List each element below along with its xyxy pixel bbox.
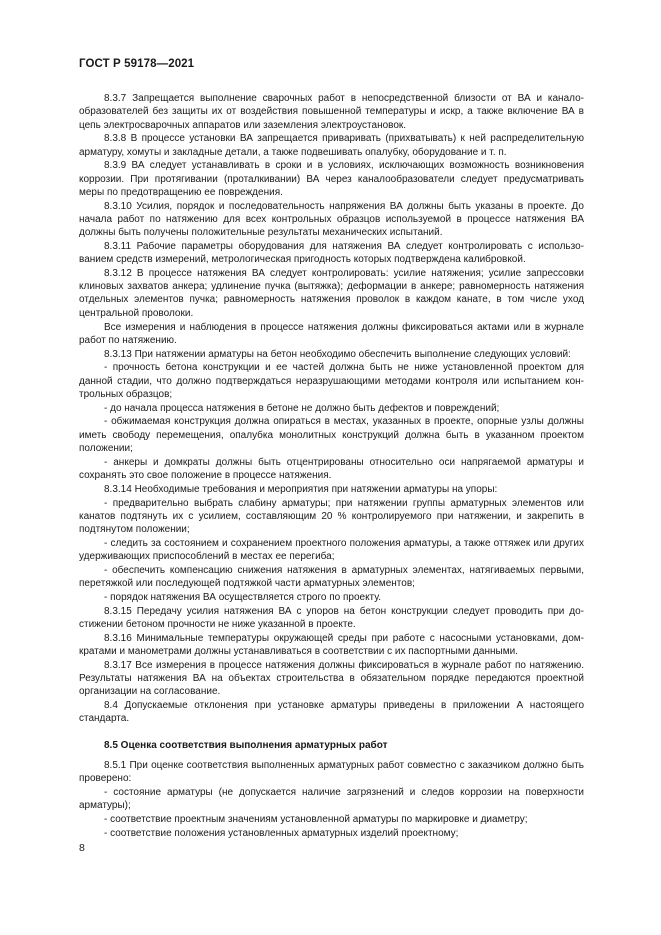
paragraph-8-3-7: 8.3.7 Запрещается выполнение сварочных работ в непосредственной близости от ВА и каналообразователей без защиты их от воздействия повышенной температуры и искр, а также включение ВА в цепь электросварочных аппаратов или заземления электроустановок.: [79, 93, 584, 131]
section-heading-8-5: 8.5 Оценка соответствия выполнения арматурных работ: [104, 739, 388, 751]
paragraph-8-3-16: 8.3.16 Минимальные температуры окружающей среды при работе с насосными установками, домкратами и манометрами должны устанавливаться в соответствии с их паспортными данными.: [79, 632, 584, 658]
paragraph-8-3-17: 8.3.17 Все измерения в процессе натяжения должны фиксироваться в журнале работ по натяжению. Результаты натяжения ВА на объектах строительства в обязательном порядке передаются проектной организации на согласование.: [79, 659, 584, 698]
list-item: - прочность бетона конструкции и ее частей должна быть не ниже установленной проектом для данной стадии, что должно подтверждаться неразрушающими методами контроля или испытанием контрольных образцов;: [79, 362, 584, 400]
list-item: - порядок натяжения ВА осуществляется строго по проекту.: [104, 592, 382, 603]
paragraph-8-3-10: 8.3.10 Усилия, порядок и последовательность напряжения ВА должны быть указаны в проекте. До начала работ по натяжению для всех контрольных образцов используемой в процессе натяжения ВА должны быть получены положительные результаты механических испытаний.: [79, 200, 584, 239]
paragraph-8-3-15: 8.3.15 Передачу усилия натяжения ВА с упоров на бетон конструкции следует проводить при достижении бетоном прочности не ниже указанной в проекте.: [79, 605, 584, 631]
list-item: - анкеры и домкраты должны быть отцентрированы относительно оси напрягаемой арматуры и сохранять это свое положение в процессе натяжения.: [79, 456, 584, 482]
paragraph-8-3-8: 8.3.8 В процессе установки ВА запрещается приваривать (прихватывать) к ней распределительную арматуру, хомуты и закладные детали, а также подвешивать опалубку, оборудование и т. п.: [79, 133, 584, 158]
list-item: - соответствие проектным значениям установленной арматуры по маркировке и диаметру;: [104, 813, 528, 825]
paragraph-8-5-1: 8.5.1 При оценке соответствия выполненных арматурных работ совместно с заказчиком должно быть проверено:: [79, 759, 584, 784]
list-item: - предварительно выбрать слабину арматуры; при натяжении группы арматурных элементов или канатов подтянуть их с усилием, составляющим 20 % контролируемого при натяжении, и закрепить в подтянутом положении;: [79, 497, 584, 536]
paragraph-measurements: Все измерения и наблюдения в процессе натяжения должны фиксироваться актами или в журнале работ по натяжению.: [79, 321, 584, 346]
paragraph-8-3-14: 8.3.14 Необходимые требования и мероприятия при натяжении арматуры на упоры:: [104, 483, 498, 495]
paragraph-8-3-11: 8.3.11 Рабочие параметры оборудования для натяжения ВА следует контролировать с использованием средств измерений, метрологическая пригодность которых подтверждена калибровкой.: [79, 240, 584, 266]
paragraph-8-3-9: 8.3.9 ВА следует устанавливать в сроки и в условиях, исключающих возможность возникновения коррозии. При протягивании (проталкивании) ВА через каналообразователи следует предусматривать меры по предотвращению ее повреждения.: [79, 160, 584, 198]
list-item: - состояние арматуры (не допускается наличие загрязнений и следов коррозии на поверхности арматуры);: [79, 786, 584, 811]
list-item: - соответствие положения установленных арматурных изделий проектному;: [104, 827, 459, 839]
paragraph-8-3-13: 8.3.13 При натяжении арматуры на бетон необходимо обеспечить выполнение следующих условий:: [104, 348, 571, 360]
paragraph-8-4: 8.4 Допускаемые отклонения при установке арматуры приведены в приложении А настоящего стандарта.: [79, 700, 584, 725]
document-body: [79, 92, 584, 840]
page-number: 8: [79, 842, 85, 854]
paragraph-8-3-12: 8.3.12 В процессе натяжения ВА следует контролировать: усилие натяжения; усилие запрессовки клиновых захватов анкера; удлинение пучка (вытяжка); деформации в анкере; равномерность натяжения отдельных элементов пучка; равномерность натяжения проволок в каждом канате, в том числе уход центральной проволоки.: [79, 267, 584, 319]
list-item: - обжимаемая конструкция должна опираться в местах, указанных в проекте, опорные узлы должны иметь свободу перемещения, опалубка монолитных конструкций должна быть в указанном проектом положении;: [79, 416, 584, 454]
list-item: - следить за состоянием и сохранением проектного положения арматуры, а также оттяжек или других удерживающих приспособлений в местах ее перегиба;: [79, 537, 584, 563]
list-item: - до начала процесса натяжения в бетоне не должно быть дефектов и повреждений;: [104, 402, 500, 414]
page-header: ГОСТ Р 59178—2021: [79, 58, 195, 70]
list-item: - обеспечить компенсацию снижения натяжения в арматурных элементах, натягиваемых первыми, перетяжкой или последующей подтяжкой части арматурных элементов;: [79, 564, 584, 590]
